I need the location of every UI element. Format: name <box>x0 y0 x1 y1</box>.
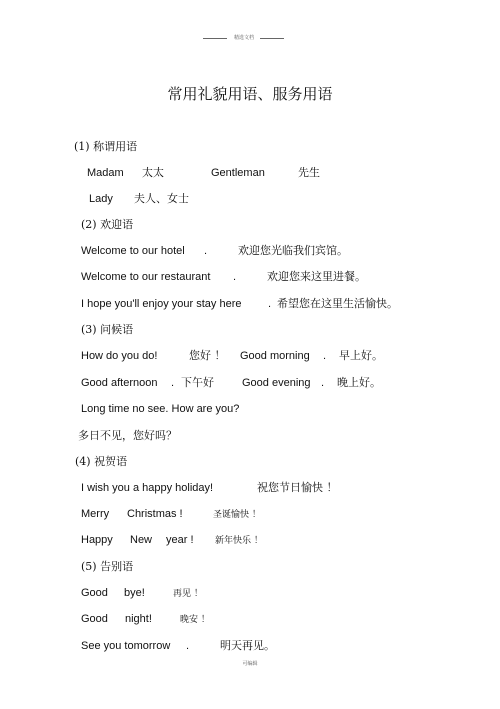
section-heading-1: (1) 称谓用语 <box>74 140 138 153</box>
good-morning-cn: 早上好。 <box>339 349 383 362</box>
welcome-hotel-en: Welcome to our hotel <box>81 245 185 257</box>
goodbye-bye-word: bye! <box>124 587 145 599</box>
welcome-hotel-cn: 欢迎您光临我们宾馆。 <box>238 244 348 257</box>
good-evening-en: Good evening <box>242 377 311 389</box>
good-afternoon-cn: 下午好 <box>181 376 214 389</box>
new-word: New <box>130 534 153 546</box>
header-text: 精选文档 <box>233 35 254 41</box>
term-lady-en: Lady <box>89 193 113 205</box>
term-lady-cn: 夫人、女士 <box>134 192 189 205</box>
enjoy-stay-en: I hope you'll enjoy your stay here <box>81 298 242 310</box>
good-morning-dot: . <box>323 350 327 362</box>
how-do-you-do-cn: 您好 ！ <box>189 349 226 362</box>
merry-christmas-cn: 圣诞愉快 ！ <box>213 510 261 520</box>
happy-word: Happy <box>81 534 113 546</box>
long-time-no-see-en: Long time no see. How are you? <box>81 403 240 415</box>
happy-holiday-cn: 祝您节日愉快 ！ <box>257 481 338 494</box>
section-heading-4: (4) 祝贺语 <box>75 455 128 468</box>
goodnight-cn: 晚安 ！ <box>180 615 210 625</box>
enjoy-stay-dot: . <box>268 298 272 310</box>
welcome-restaurant-dot: . <box>233 271 237 283</box>
document-title: 常用礼貌用语、服务用语 <box>167 85 333 103</box>
see-you-tomorrow-en: See you tomorrow <box>81 640 171 652</box>
happy-holiday-en: I wish you a happy holiday! <box>81 482 214 494</box>
enjoy-stay-cn: 希望您在这里生活愉快。 <box>277 297 398 310</box>
header-rule-right <box>260 38 284 39</box>
term-madam-en: Madam <box>87 167 124 179</box>
year-word: year ! <box>166 534 194 546</box>
long-time-no-see-cn: 多日不见，您好吗？ <box>78 429 177 442</box>
goodbye-cn: 再见 ！ <box>173 589 203 599</box>
good-afternoon-en: Good afternoon <box>81 377 158 389</box>
good-afternoon-dot: . <box>171 377 175 389</box>
happy-new-year-cn: 新年快乐 ！ <box>215 536 263 546</box>
section-heading-2: (2) 欢迎语 <box>81 218 134 231</box>
term-gentleman-cn: 先生 <box>298 166 320 179</box>
page-header <box>0 33 500 45</box>
see-you-tomorrow-dot: . <box>186 640 190 652</box>
term-gentleman-en: Gentleman <box>211 167 265 179</box>
goodbye-good-word: Good <box>81 587 108 599</box>
section-heading-3: (3) 问候语 <box>81 323 134 336</box>
see-you-tomorrow-cn: 明天再见。 <box>220 639 275 652</box>
welcome-restaurant-en: Welcome to our restaurant <box>81 271 211 283</box>
welcome-hotel-dot: . <box>204 245 208 257</box>
good-morning-en: Good morning <box>240 350 310 362</box>
section-heading-5: (5) 告别语 <box>81 560 134 573</box>
goodnight-night-word: night! <box>125 613 152 625</box>
goodnight-good-word: Good <box>81 613 108 625</box>
good-evening-cn: 晚上好。 <box>337 376 381 389</box>
good-evening-dot: . <box>321 377 325 389</box>
page-footer: 可编辑 <box>242 661 258 667</box>
welcome-restaurant-cn: 欢迎您来这里进餐。 <box>267 270 366 283</box>
term-madam-cn: 太太 <box>142 166 164 179</box>
header-rule-left <box>203 38 227 39</box>
merry-word: Merry <box>81 508 110 520</box>
how-do-you-do-en: How do you do! <box>81 350 158 362</box>
christmas-word: Christmas ! <box>127 508 183 520</box>
